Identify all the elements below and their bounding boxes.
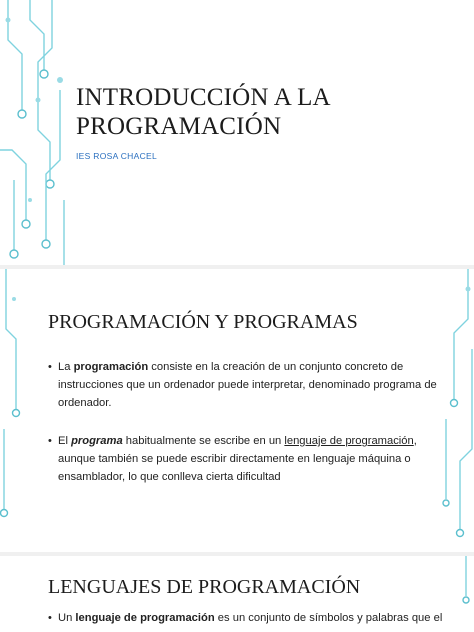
bold-italic-term: programa — [71, 435, 123, 447]
circuit-decoration-left — [0, 269, 24, 552]
slide-heading: PROGRAMACIÓN Y PROGRAMAS — [48, 311, 358, 333]
bullet-item — [48, 432, 448, 486]
bullet-text: consiste en la creación de un conjunto concreto de instrucciones que un ordenador puede interpretar, denominado programa de ordenador. — [58, 361, 437, 409]
bullet-text: La — [58, 361, 74, 373]
circuit-decoration-left — [0, 0, 80, 265]
bold-term: lenguaje de programación — [75, 612, 215, 624]
title-line-2: PROGRAMACIÓN — [76, 113, 282, 140]
content-slide-programas — [0, 269, 474, 552]
slide-title — [76, 83, 436, 141]
slide-subtitle: IES ROSA CHACEL — [76, 151, 158, 161]
bullet-text: , aunque también se puede escribir directamente en lenguaje máquina o ensamblador, lo que conlleva cierta dificultad — [58, 435, 417, 483]
content-slide-lenguajes — [0, 556, 474, 632]
title-slide — [0, 0, 474, 265]
bullet-item — [48, 358, 448, 412]
bullet-text: Un — [58, 612, 76, 624]
lenguaje-link[interactable]: lenguaje de programación — [284, 435, 414, 447]
bullet-item — [48, 609, 448, 627]
slide-heading: LENGUAJES DE PROGRAMACIÓN — [48, 576, 361, 598]
bullet-list — [48, 609, 448, 632]
bullet-list — [48, 358, 448, 506]
bullet-text: El — [58, 435, 72, 447]
bullet-text: habitualmente se escribe en un — [122, 435, 285, 447]
bullet-text: es un conjunto de símbolos y palabras que el — [214, 612, 443, 624]
title-line-1: INTRODUCCIÓN A LA — [76, 84, 331, 111]
bold-term: programación — [73, 361, 149, 373]
